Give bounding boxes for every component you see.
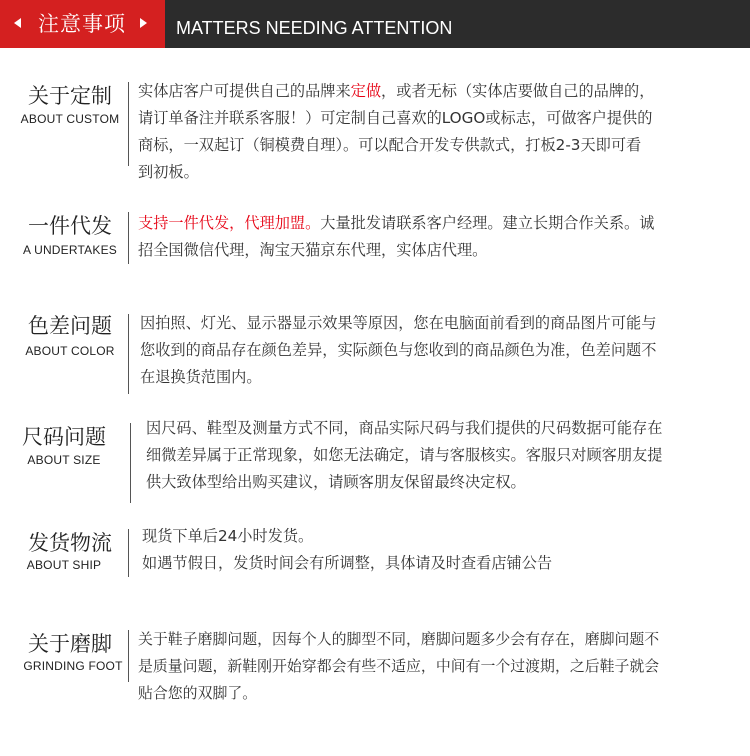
section-body bbox=[138, 78, 654, 186]
body-line: 现货下单后24小时发货。 bbox=[142, 527, 314, 545]
section-subtitle: ABOUT SIZE bbox=[27, 453, 101, 467]
body-line: 到初板。 bbox=[138, 163, 199, 181]
body-line: 商标，一双起订（铜模费自理）。可以配合开发专供款式，打板2-3天即可看 bbox=[138, 136, 642, 154]
highlight-text: 支持一件代发，代理加盟。 bbox=[138, 214, 321, 232]
body-line: 因尺码、鞋型及测量方式不同，商品实际尺码与我们提供的尺码数据可能存在 bbox=[146, 419, 663, 437]
body-line: 支持一件代发，代理加盟。大量批发请联系客户经理。建立长期合作关系。诚 bbox=[138, 214, 655, 232]
body-line: 如遇节假日，发货时间会有所调整，具体请及时查看店铺公告 bbox=[142, 554, 553, 572]
divider bbox=[130, 423, 131, 503]
section-body bbox=[146, 415, 662, 496]
triangle-left-icon bbox=[14, 18, 21, 28]
divider bbox=[128, 82, 129, 166]
section-title: 尺码问题 bbox=[22, 425, 106, 449]
section-title: 色差问题 bbox=[28, 314, 112, 338]
body-line: 关于鞋子磨脚问题，因每个人的脚型不同，磨脚问题多少会有存在，磨脚问题不 bbox=[138, 630, 660, 648]
divider bbox=[128, 630, 129, 682]
body-line: 因拍照、灯光、显示器显示效果等原因，您在电脑面前看到的商品图片可能与 bbox=[140, 314, 657, 332]
header-title: 注意事项 bbox=[38, 12, 126, 36]
section-subtitle: GRINDING FOOT bbox=[23, 659, 123, 673]
body-line: 招全国微信代理，淘宝天猫京东代理，实体店代理。 bbox=[138, 241, 488, 259]
body-line: 请订单备注并联系客服！）可定制自己喜欢的LOGO或标志，可做客户提供的 bbox=[138, 109, 653, 127]
section-title: 一件代发 bbox=[28, 214, 112, 238]
highlight-text: 定做 bbox=[350, 82, 381, 100]
body-line: 是质量问题，新鞋刚开始穿都会有些不适应，中间有一个过渡期，之后鞋子就会 bbox=[138, 657, 660, 675]
body-line: 细微差异属于正常现象，如您无法确定，请与客服核实。客服只对顾客朋友提 bbox=[146, 446, 663, 464]
section-title: 关于磨脚 bbox=[28, 632, 112, 656]
divider bbox=[128, 212, 129, 264]
divider bbox=[128, 529, 129, 577]
body-line: 供大致体型给出购买建议，请顾客朋友保留最终决定权。 bbox=[146, 473, 526, 491]
body-line: 实体店客户可提供自己的品牌来定做，或者无标（实体店要做自己的品牌的， bbox=[138, 82, 655, 100]
section-subtitle: A UNDERTAKES bbox=[23, 243, 117, 257]
section-body bbox=[138, 626, 659, 707]
section-subtitle: ABOUT SHIP bbox=[26, 558, 102, 572]
section-body bbox=[142, 523, 552, 577]
triangle-right-icon bbox=[140, 18, 147, 28]
section-subtitle: ABOUT COLOR bbox=[25, 344, 115, 358]
divider bbox=[128, 314, 129, 394]
header-subtitle: MATTERS NEEDING ATTENTION bbox=[176, 18, 453, 38]
header-bar bbox=[0, 0, 750, 48]
body-line: 在退换货范围内。 bbox=[140, 368, 262, 386]
header-badge bbox=[0, 0, 165, 48]
body-line: 您收到的商品存在颜色差异，实际颜色与您收到的商品颜色为准，色差问题不 bbox=[140, 341, 657, 359]
body-line: 贴合您的双脚了。 bbox=[138, 684, 258, 702]
section-body bbox=[138, 210, 654, 264]
section-subtitle: ABOUT CUSTOM bbox=[20, 112, 120, 126]
section-title: 关于定制 bbox=[28, 84, 112, 108]
section-body bbox=[140, 310, 656, 391]
section-title: 发货物流 bbox=[28, 531, 112, 555]
